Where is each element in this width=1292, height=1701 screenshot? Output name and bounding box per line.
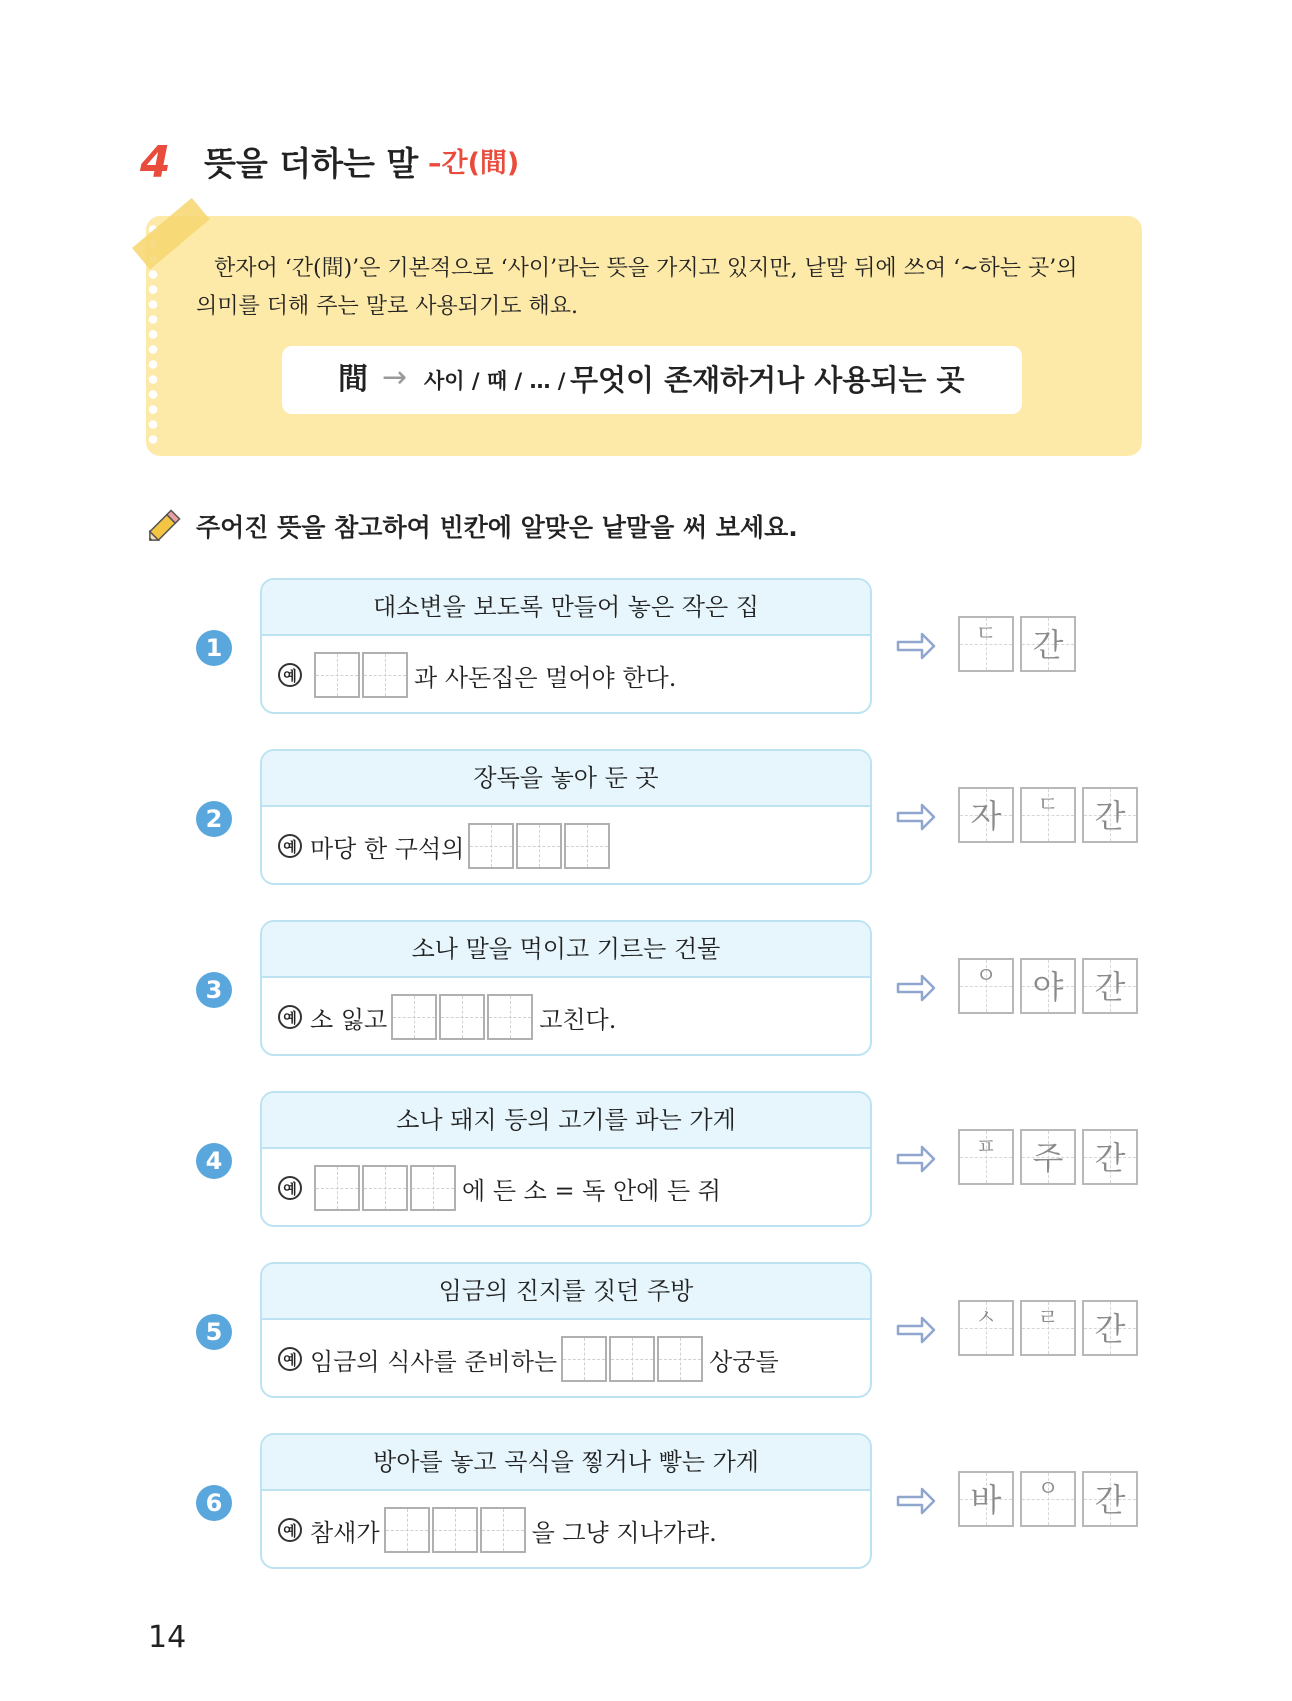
answer-hint-box bbox=[1020, 787, 1076, 843]
problem-card bbox=[260, 920, 872, 1056]
problem-card bbox=[260, 1433, 872, 1569]
problem-card bbox=[260, 749, 872, 885]
answer-hint-char: ㄷ bbox=[975, 622, 997, 647]
problem-meaning: 소나 돼지 등의 고기를 파는 가게 bbox=[262, 1093, 870, 1149]
answer-hint-char: 간 bbox=[1094, 1139, 1126, 1177]
definition-basic-meanings: 사이 / 때 / … / bbox=[424, 369, 566, 393]
problem-meaning: 장독을 놓아 둔 곳 bbox=[262, 751, 870, 807]
sentence-before: 마당 한 구석의 bbox=[310, 834, 465, 863]
answer-hint-char: ㅍ bbox=[975, 1135, 997, 1160]
answer-blank-box[interactable] bbox=[432, 1507, 478, 1553]
answer-blank-group bbox=[314, 652, 410, 698]
problem-card bbox=[260, 1091, 872, 1227]
answer-blank-group bbox=[384, 1507, 528, 1553]
problem-number-badge: 1 bbox=[196, 630, 232, 666]
section-title: 뜻을 더하는 말 bbox=[204, 144, 419, 183]
arrow-right-icon bbox=[894, 1483, 938, 1519]
answer-hint-box bbox=[1082, 1129, 1138, 1185]
answer-blank-group bbox=[468, 823, 612, 869]
answer-hint-char: 자 bbox=[970, 797, 1002, 835]
answer-blank-group bbox=[561, 1336, 705, 1382]
answer-blank-group bbox=[391, 994, 535, 1040]
arrow-right-icon bbox=[894, 799, 938, 835]
answer-hint-box bbox=[1082, 1471, 1138, 1527]
problem-number-badge: 5 bbox=[196, 1314, 232, 1350]
answer-hint-char: 간 bbox=[1094, 968, 1126, 1006]
answer-hint bbox=[958, 787, 1144, 843]
arrow-right-icon bbox=[894, 1312, 938, 1348]
example-mark-icon: 예 bbox=[278, 1176, 302, 1200]
answer-blank-box[interactable] bbox=[609, 1336, 655, 1382]
answer-blank-box[interactable] bbox=[391, 994, 437, 1040]
answer-hint bbox=[958, 1300, 1144, 1356]
answer-hint bbox=[958, 1471, 1144, 1527]
answer-blank-box[interactable] bbox=[314, 652, 360, 698]
page-number: 14 bbox=[148, 1620, 187, 1655]
answer-hint-box bbox=[958, 1300, 1014, 1356]
answer-hint-char: ㄹ bbox=[1037, 1306, 1059, 1331]
answer-hint-box bbox=[1082, 958, 1138, 1014]
definition-main-meaning: 무엇이 존재하거나 사용되는 곳 bbox=[570, 363, 965, 397]
answer-hint-box bbox=[958, 1471, 1014, 1527]
answer-hint-char: 간 bbox=[1094, 797, 1126, 835]
answer-hint-box bbox=[1082, 787, 1138, 843]
answer-blank-box[interactable] bbox=[657, 1336, 703, 1382]
instruction-text: 주어진 뜻을 참고하여 빈칸에 알맞은 낱말을 써 보세요. bbox=[196, 513, 798, 542]
answer-hint-char: ㄷ bbox=[1037, 793, 1059, 818]
answer-hint bbox=[958, 958, 1144, 1014]
answer-hint-box bbox=[1082, 1300, 1138, 1356]
answer-hint-char: 주 bbox=[1032, 1139, 1064, 1177]
section-suffix: –간(間) bbox=[428, 148, 520, 179]
answer-hint-char: 간 bbox=[1094, 1310, 1126, 1348]
answer-hint-box bbox=[958, 958, 1014, 1014]
answer-blank-box[interactable] bbox=[487, 994, 533, 1040]
answer-blank-box[interactable] bbox=[362, 1165, 408, 1211]
answer-blank-box[interactable] bbox=[561, 1336, 607, 1382]
sentence-after: 에 든 소 = 독 안에 든 쥐 bbox=[462, 1176, 721, 1205]
info-text: 한자어 ‘간(間)’은 기본적으로 ‘사이’라는 뜻을 가지고 있지만, 낱말 뒤에 쓰여 ‘~하는 곳’의 의미를 더해 주는 말로 사용되기도 해요. bbox=[196, 256, 1078, 319]
answer-hint-box bbox=[958, 1129, 1014, 1185]
example-sentence bbox=[278, 1165, 721, 1211]
answer-hint-box bbox=[1020, 1471, 1076, 1527]
example-mark-icon: 예 bbox=[278, 834, 302, 858]
example-sentence bbox=[278, 994, 616, 1040]
answer-hint-char: 야 bbox=[1032, 968, 1064, 1006]
example-sentence bbox=[278, 652, 676, 698]
answer-hint-char: 바 bbox=[970, 1481, 1002, 1519]
answer-hint-char: 간 bbox=[1094, 1481, 1126, 1519]
answer-hint bbox=[958, 1129, 1144, 1185]
example-mark-icon: 예 bbox=[278, 1005, 302, 1029]
answer-hint bbox=[958, 616, 1082, 672]
answer-hint-box bbox=[958, 616, 1014, 672]
answer-hint-char: ㅇ bbox=[975, 964, 997, 989]
problem-number-badge: 4 bbox=[196, 1143, 232, 1179]
problem-card bbox=[260, 578, 872, 714]
answer-blank-box[interactable] bbox=[439, 994, 485, 1040]
problem-meaning: 임금의 진지를 짓던 주방 bbox=[262, 1264, 870, 1320]
answer-blank-box[interactable] bbox=[468, 823, 514, 869]
answer-blank-box[interactable] bbox=[362, 652, 408, 698]
answer-blank-box[interactable] bbox=[384, 1507, 430, 1553]
definition-arrow-icon: → bbox=[382, 360, 408, 395]
example-sentence bbox=[278, 823, 616, 869]
answer-hint-box bbox=[1020, 1129, 1076, 1185]
example-mark-icon: 예 bbox=[278, 1518, 302, 1542]
problem-meaning: 대소변을 보도록 만들어 놓은 작은 집 bbox=[262, 580, 870, 636]
sentence-after: 상궁들 bbox=[709, 1347, 779, 1376]
example-sentence bbox=[278, 1507, 717, 1553]
arrow-right-icon bbox=[894, 628, 938, 664]
answer-blank-box[interactable] bbox=[516, 823, 562, 869]
answer-blank-box[interactable] bbox=[314, 1165, 360, 1211]
problem-meaning: 소나 말을 먹이고 기르는 건물 bbox=[262, 922, 870, 978]
answer-blank-box[interactable] bbox=[564, 823, 610, 869]
section-number: 4 bbox=[140, 137, 171, 188]
answer-blank-group bbox=[314, 1165, 458, 1211]
sentence-before: 소 잃고 bbox=[310, 1005, 388, 1034]
answer-hint-box bbox=[958, 787, 1014, 843]
problem-number-badge: 3 bbox=[196, 972, 232, 1008]
arrow-right-icon bbox=[894, 970, 938, 1006]
sentence-before: 임금의 식사를 준비하는 bbox=[310, 1347, 558, 1376]
problem-meaning: 방아를 놓고 곡식을 찧거나 빻는 가게 bbox=[262, 1435, 870, 1491]
answer-hint-box bbox=[1020, 616, 1076, 672]
answer-hint-char: ㅇ bbox=[1037, 1477, 1059, 1502]
example-sentence bbox=[278, 1336, 779, 1382]
problem-number-badge: 2 bbox=[196, 801, 232, 837]
sentence-before: 참새가 bbox=[310, 1518, 380, 1547]
definition-hanja: 間 bbox=[338, 362, 368, 397]
answer-hint-box bbox=[1020, 1300, 1076, 1356]
problem-number-badge: 6 bbox=[196, 1485, 232, 1521]
problem-card bbox=[260, 1262, 872, 1398]
sentence-after: 고친다. bbox=[539, 1005, 617, 1034]
example-mark-icon: 예 bbox=[278, 1347, 302, 1371]
arrow-right-icon bbox=[894, 1141, 938, 1177]
sentence-after: 과 사돈집은 멀어야 한다. bbox=[414, 663, 677, 692]
pencil-icon bbox=[144, 506, 184, 546]
answer-hint-char: 간 bbox=[1032, 626, 1064, 664]
answer-blank-box[interactable] bbox=[410, 1165, 456, 1211]
example-mark-icon: 예 bbox=[278, 663, 302, 687]
answer-hint-box bbox=[1020, 958, 1076, 1014]
sentence-after: 을 그냥 지나가랴. bbox=[531, 1518, 717, 1547]
answer-blank-box[interactable] bbox=[480, 1507, 526, 1553]
answer-hint-char: ㅅ bbox=[975, 1306, 997, 1331]
